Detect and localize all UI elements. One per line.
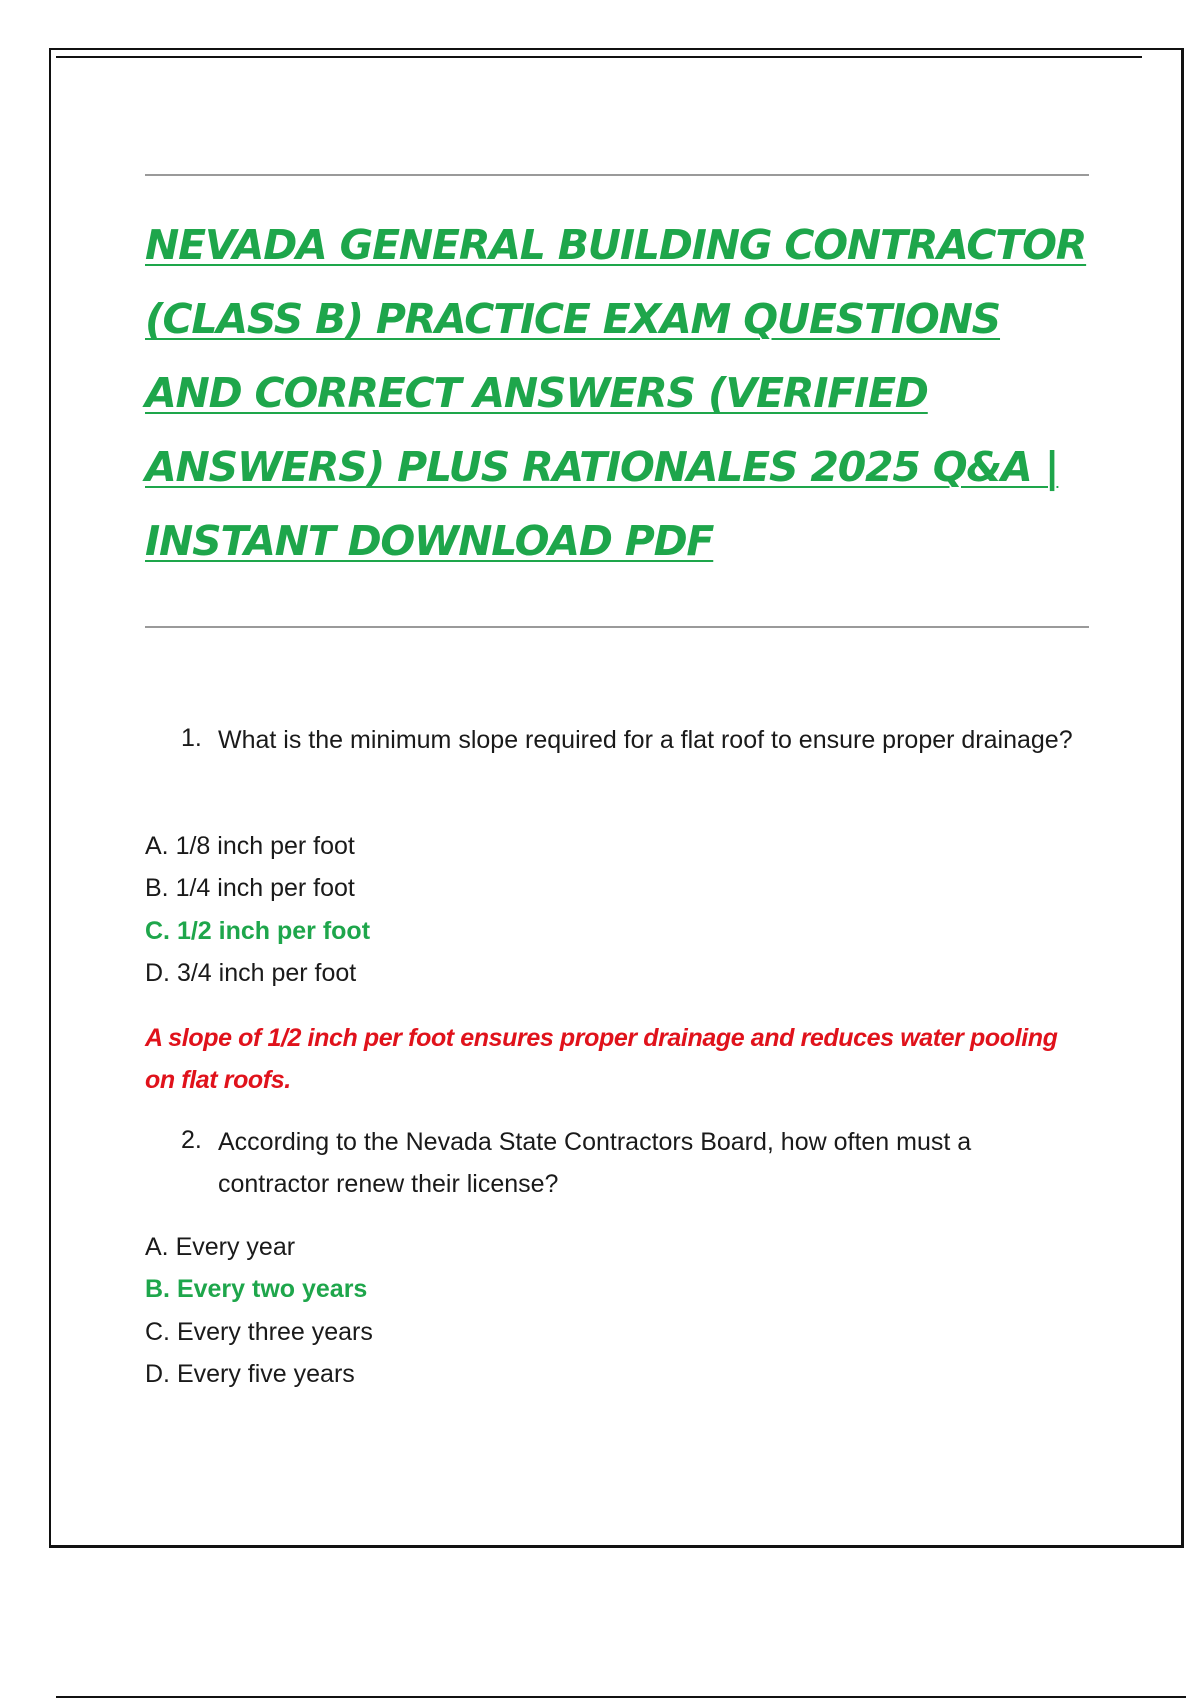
top-rule (56, 56, 1142, 58)
answer-option: D. Every five years (145, 1360, 355, 1388)
question-text: What is the minimum slope required for a flat roof to ensure proper drainage? (218, 726, 1073, 754)
answer-option: D. 3/4 inch per foot (145, 959, 357, 987)
correct-answer-option: B. Every two years (145, 1275, 368, 1303)
title-divider-top (145, 174, 1089, 176)
question-text: According to the Nevada State Contractors Board, how often must a contractor renew their license? (218, 1128, 972, 1198)
answer-option: B. 1/4 inch per foot (145, 874, 355, 902)
rationale-text: A slope of 1/2 inch per foot ensures proper drainage and reduces water pooling on flat roofs. (145, 1024, 1058, 1094)
footer-rule (56, 1696, 1186, 1698)
document-title: NEVADA GENERAL BUILDING CONTRACTOR (CLASS B) PRACTICE EXAM QUESTIONS AND CORRECT ANSWERS (VERIFIED ANSWERS) PLUS RATIONALES 2025 Q&A | INSTANT DOWNLOAD PDF (145, 221, 1087, 565)
answer-option: C. Every three years (145, 1318, 373, 1346)
question-number: 2. (181, 1126, 202, 1154)
correct-answer-option: C. 1/2 inch per foot (145, 917, 371, 945)
answer-option: A. Every year (145, 1233, 296, 1261)
title-divider-bottom (145, 626, 1089, 628)
answer-option: A. 1/8 inch per foot (145, 832, 355, 860)
question-number: 1. (181, 724, 202, 752)
